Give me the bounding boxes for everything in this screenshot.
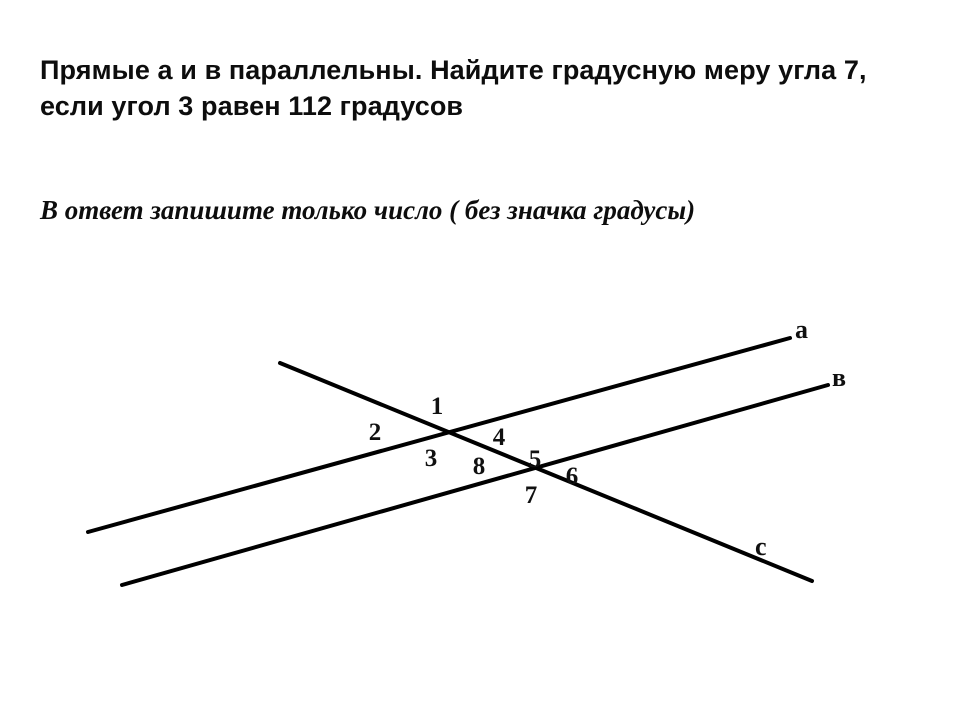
line-label-b: в xyxy=(832,363,847,392)
line-b xyxy=(122,385,828,585)
angle-label-4: 4 xyxy=(492,424,506,451)
geometry-figure xyxy=(0,290,960,650)
line-c xyxy=(280,363,812,581)
angle-label-7: 7 xyxy=(524,482,538,509)
line-label-a: а xyxy=(795,315,808,344)
angle-label-1: 1 xyxy=(430,393,444,420)
line-a xyxy=(88,338,790,532)
page-title: Прямые а и в параллельны. Найдите градусную меру угла 7, если угол 3 равен 112 градусов xyxy=(40,55,867,122)
instruction-text: В ответ запишите только число ( без значка градусы) xyxy=(40,195,696,225)
angle-label-3: 3 xyxy=(424,445,438,472)
angle-label-6: 6 xyxy=(565,463,579,490)
angle-label-8: 8 xyxy=(472,453,486,480)
angle-label-2: 2 xyxy=(368,419,382,446)
angle-label-5: 5 xyxy=(528,446,542,473)
line-label-c: с xyxy=(755,532,767,561)
